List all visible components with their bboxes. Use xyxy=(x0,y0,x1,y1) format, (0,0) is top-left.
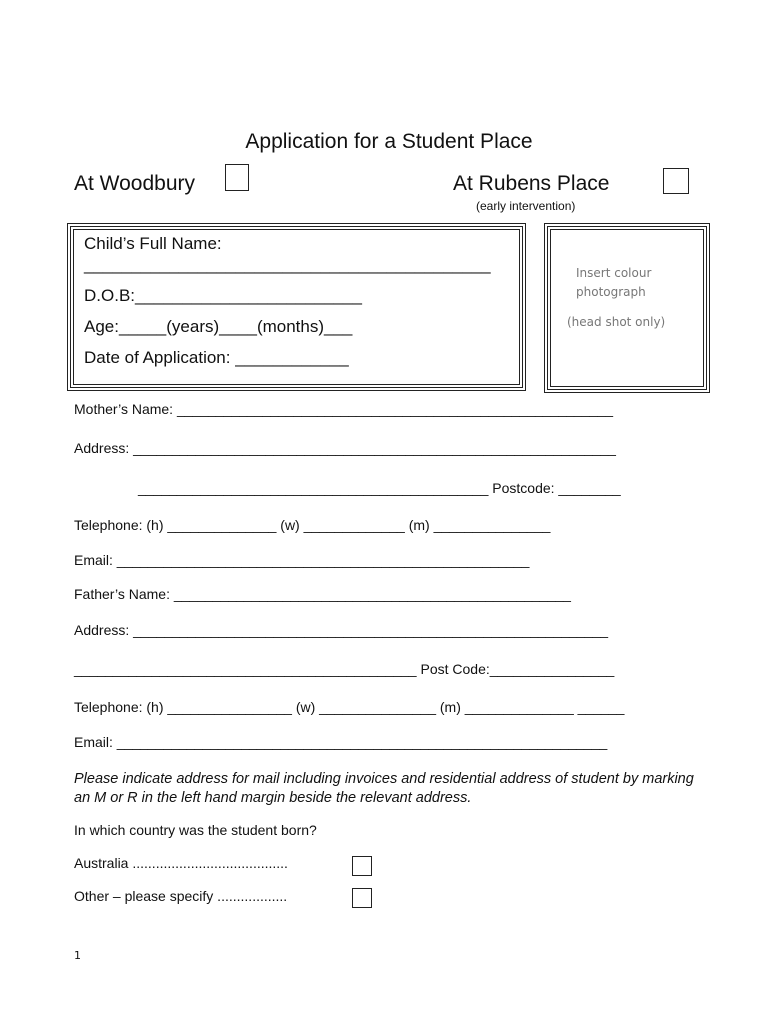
fathers-name-field[interactable]: Father’s Name: ___________________________________________________ xyxy=(74,586,571,602)
mother-address-postcode-field[interactable]: _____________________________________________ Postcode: ________ xyxy=(138,480,621,496)
age-field[interactable]: Age:_____(years)____(months)___ xyxy=(84,317,353,336)
mothers-name-field[interactable]: Mother’s Name: ________________________________________________________ xyxy=(74,401,613,417)
mother-telephone-field[interactable]: Telephone: (h) ______________ (w) _____________ (m) _______________ xyxy=(74,517,551,533)
rubens-place-label: At Rubens Place xyxy=(453,172,610,195)
father-address-postcode-field[interactable]: ____________________________________________ Post Code:________________ xyxy=(74,661,615,677)
mother-email-field[interactable]: Email: _____________________________________________________ xyxy=(74,552,530,568)
photo-instruction-line2: photograph xyxy=(576,285,646,299)
rubens-place-checkbox[interactable] xyxy=(663,168,689,194)
photo-instruction-line3: (head shot only) xyxy=(567,315,666,329)
photo-box-border-inner xyxy=(550,229,704,387)
mother-address-field[interactable]: Address: ______________________________________________________________ xyxy=(74,440,616,456)
child-full-name-label: Child’s Full Name: xyxy=(84,234,222,253)
father-email-field[interactable]: Email: _______________________________________________________________ xyxy=(74,734,608,750)
mail-address-instruction: Please indicate address for mail including invoices and residential address of student by marking an M or R in the left hand margin beside the relevant address. xyxy=(74,771,694,806)
rubens-place-note: (early intervention) xyxy=(476,199,576,213)
australia-checkbox[interactable] xyxy=(352,856,372,876)
australia-option-label: Australia ........................................ xyxy=(74,855,288,871)
birth-country-question: In which country was the student born? xyxy=(74,822,317,838)
woodbury-label: At Woodbury xyxy=(74,172,196,195)
form-title: Application for a Student Place xyxy=(245,130,533,153)
dob-field[interactable]: D.O.B:________________________ xyxy=(84,286,362,305)
father-address-field[interactable]: Address: _____________________________________________________________ xyxy=(74,622,609,638)
page-number: 1 xyxy=(74,949,81,962)
woodbury-checkbox[interactable] xyxy=(225,164,249,191)
child-full-name-field[interactable]: ___________________________________________ xyxy=(84,255,491,274)
father-telephone-field[interactable]: Telephone: (h) ________________ (w) _______________ (m) ______________ ______ xyxy=(74,699,625,715)
photo-instruction-line1: Insert colour xyxy=(576,266,652,280)
date-of-application-field[interactable]: Date of Application: ____________ xyxy=(84,348,349,367)
other-country-option-label: Other – please specify .................. xyxy=(74,888,288,904)
other-country-checkbox[interactable] xyxy=(352,888,372,908)
